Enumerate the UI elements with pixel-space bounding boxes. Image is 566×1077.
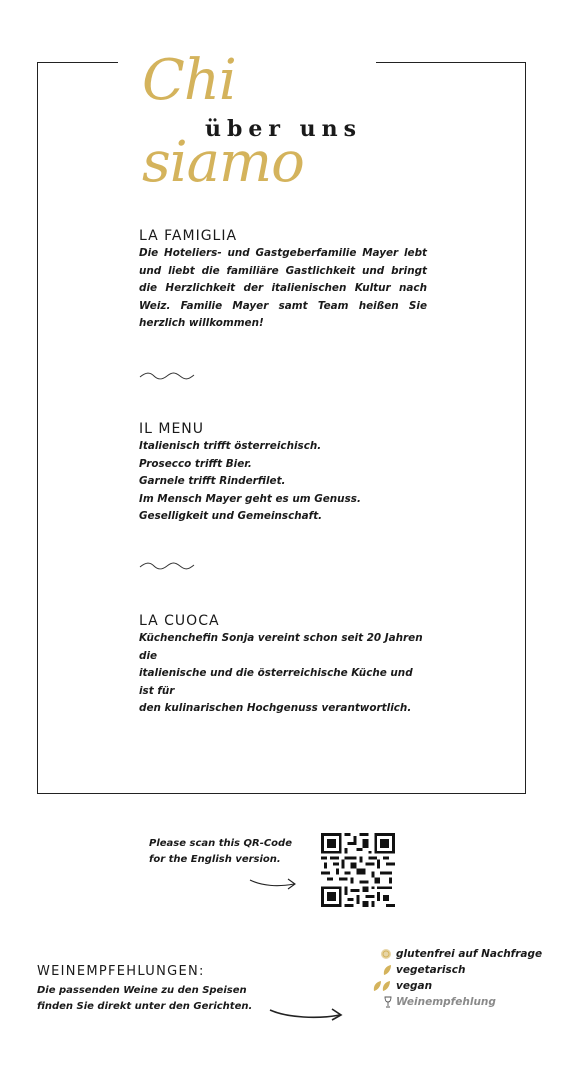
section-la-famiglia bbox=[139, 228, 427, 333]
section-heading: IL MENU bbox=[139, 421, 205, 437]
legend-label: Weinempfehlung bbox=[396, 996, 496, 1008]
gluten-free-icon bbox=[370, 948, 396, 960]
legend-label: glutenfrei auf Nachfrage bbox=[396, 948, 543, 960]
cuoca-line: italienische und die österreichische Küche und ist für bbox=[139, 667, 413, 697]
arrow-right-icon bbox=[248, 874, 298, 892]
qr-note bbox=[149, 836, 292, 868]
wave-divider bbox=[139, 561, 195, 571]
arrow-right-icon bbox=[268, 1006, 344, 1022]
menu-line: Italienisch trifft österreichisch. bbox=[139, 440, 322, 452]
legend-label: vegan bbox=[396, 980, 433, 992]
legend-item-gluten-free bbox=[370, 946, 542, 962]
section-il-menu bbox=[139, 421, 427, 526]
wine-note-line: finden Sie direkt unter den Gerichten. bbox=[37, 1001, 253, 1012]
leaf-icon bbox=[370, 964, 396, 976]
wine-note bbox=[37, 983, 252, 1015]
menu-line: Geselligkeit und Gemeinschaft. bbox=[139, 510, 323, 522]
section-la-cuoca bbox=[139, 613, 427, 718]
wine-heading: WEINEMPFEHLUNGEN: bbox=[37, 964, 205, 979]
qr-code[interactable] bbox=[321, 833, 395, 907]
section-text: Die Hoteliers- und Gastgeberfamilie Mayer lebt und liebt die familiäre Gastlichkeit und bringt die Herzlichkeit der italienischen Kultur nach Weiz. Familie Mayer samt Team heißen Sie herzlich willkommen! bbox=[139, 247, 427, 329]
section-text bbox=[139, 630, 427, 718]
double-leaf-icon bbox=[370, 980, 396, 992]
diet-legend bbox=[370, 946, 542, 1010]
section-text bbox=[139, 438, 427, 526]
qr-note-line: Please scan this QR-Code bbox=[149, 838, 292, 849]
wine-note-line: Die passenden Weine zu den Speisen bbox=[37, 985, 247, 996]
legend-item-vegetarian bbox=[370, 962, 542, 978]
cuoca-line: den kulinarischen Hochgenuss verantwortlich. bbox=[139, 702, 412, 714]
menu-line: Im Mensch Mayer geht es um Genuss. bbox=[139, 492, 361, 505]
wave-divider bbox=[139, 371, 195, 381]
legend-item-vegan bbox=[370, 978, 542, 994]
script-title: Chi siamo bbox=[142, 48, 304, 195]
cuoca-line: Küchenchefin Sonja vereint schon seit 20 Jahren die bbox=[139, 632, 423, 662]
section-heading: LA CUOCA bbox=[139, 613, 220, 629]
wine-glass-icon bbox=[370, 996, 396, 1008]
qr-note-line: for the English version. bbox=[149, 854, 281, 865]
section-heading: LA FAMIGLIA bbox=[139, 228, 238, 244]
legend-item-wine bbox=[370, 994, 542, 1010]
legend-label: vegetarisch bbox=[396, 964, 466, 976]
menu-line: Prosecco trifft Bier. bbox=[139, 457, 252, 470]
menu-line: Garnele trifft Rinderfilet. bbox=[139, 475, 286, 487]
page-subtitle: über uns bbox=[205, 116, 363, 142]
